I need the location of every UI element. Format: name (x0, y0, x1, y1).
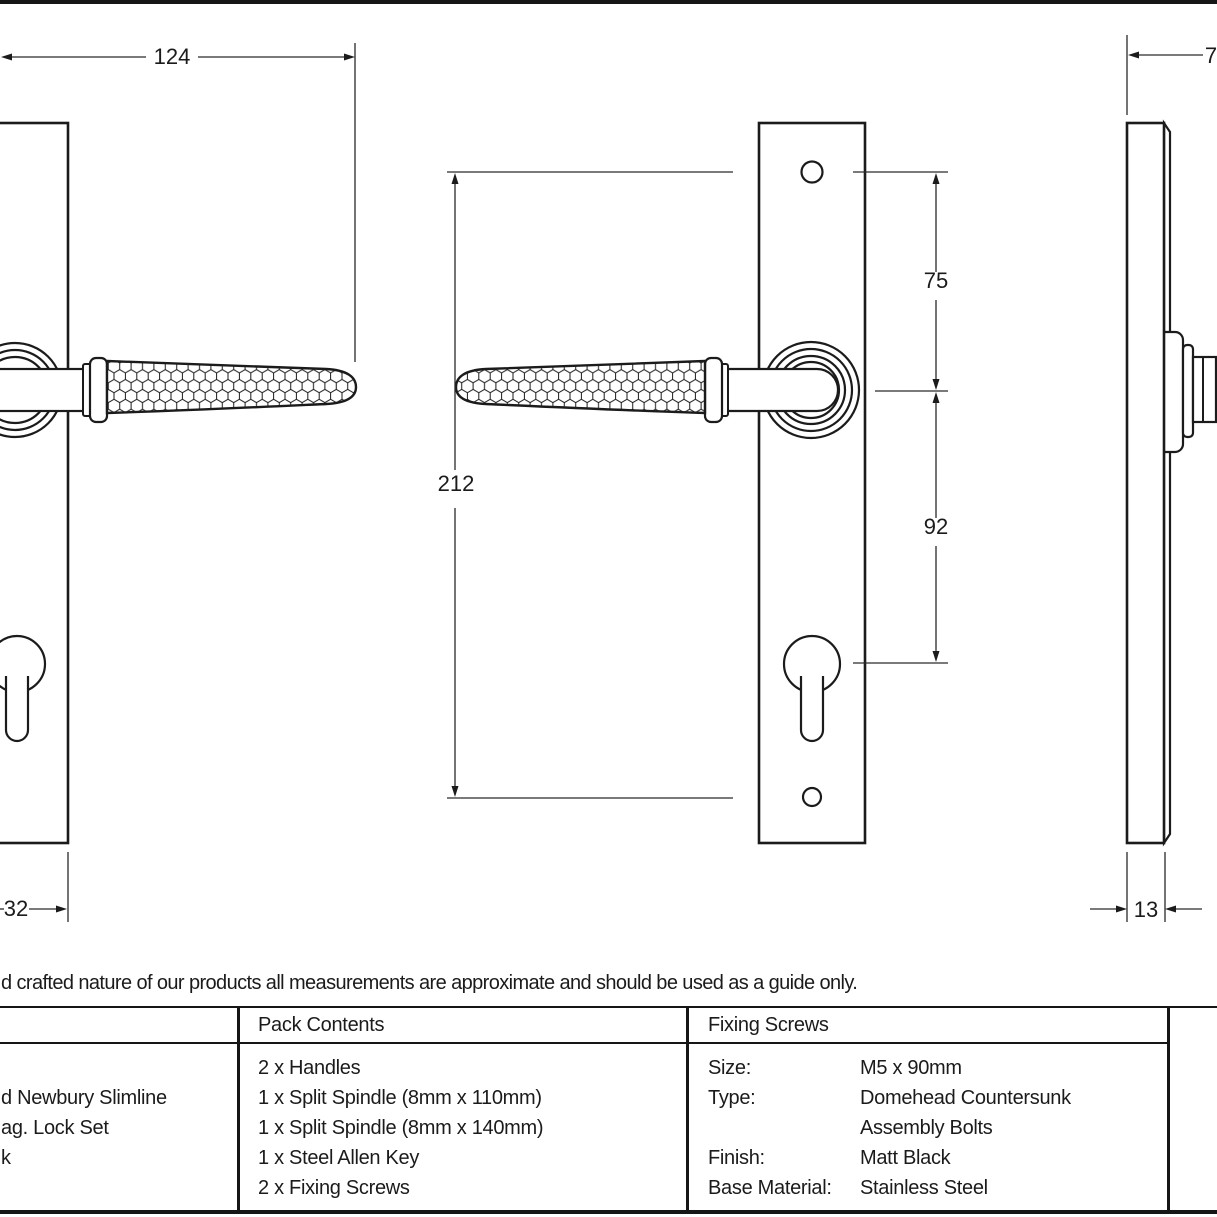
pack-item: 1 x Split Spindle (8mm x 110mm) (258, 1087, 542, 1109)
table-bottom-border (0, 1210, 1217, 1214)
product-name-line: ag. Lock Set (1, 1117, 109, 1139)
bottom-screw-hole (803, 788, 821, 806)
dim-label-7: 7 (1204, 43, 1217, 68)
handle-grip-knurled (107, 361, 356, 413)
top-screw-hole (802, 162, 823, 183)
grip-side (1193, 357, 1216, 422)
dimension-212 (447, 172, 733, 798)
measurement-note: d crafted nature of our products all measurements are approximate and should be used as a guide only. (1, 972, 858, 994)
fixing-value: Assembly Bolts (860, 1117, 993, 1139)
fixing-value: Stainless Steel (860, 1177, 988, 1199)
neck-side (1183, 345, 1193, 437)
dimension-top-right (1127, 35, 1203, 115)
dim-label-75: 75 (923, 268, 949, 293)
pack-item: 1 x Split Spindle (8mm x 140mm) (258, 1117, 544, 1139)
product-name-line: d Newbury Slimline (1, 1087, 167, 1109)
handle-neck (727, 369, 838, 411)
fixing-value: Domehead Countersunk (860, 1087, 1071, 1109)
dim-label-124: 124 (153, 44, 191, 69)
front-view-middle (456, 123, 865, 843)
fixing-label: Size: (708, 1057, 751, 1079)
dim-label-92: 92 (923, 514, 949, 539)
note-top-border (0, 0, 1217, 4)
dim-label-212: 212 (437, 471, 475, 496)
backplate-side-outline (1127, 123, 1164, 843)
product-name-line: k (1, 1147, 11, 1169)
handle-collar (705, 358, 722, 422)
fixing-label: Type: (708, 1087, 756, 1109)
side-view (1127, 123, 1216, 843)
fixing-value: M5 x 90mm (860, 1057, 962, 1079)
table-divider-2 (686, 1006, 689, 1212)
fixing-screws-header: Fixing Screws (708, 1014, 829, 1036)
euro-cylinder-keyway (801, 676, 823, 741)
front-view-left (0, 123, 356, 843)
table-header-separator (0, 1042, 1168, 1044)
handle-neck (0, 369, 85, 411)
table-divider-1 (237, 1006, 240, 1212)
handle-grip-knurled (456, 361, 705, 413)
pack-item: 2 x Handles (258, 1057, 361, 1079)
euro-cylinder-keyway (6, 676, 28, 741)
pack-item: 2 x Fixing Screws (258, 1177, 410, 1199)
handle-collar (90, 358, 107, 422)
pack-item: 1 x Steel Allen Key (258, 1147, 420, 1169)
fixing-label: Finish: (708, 1147, 765, 1169)
dim-label-13: 13 (1133, 897, 1159, 922)
fixing-value: Matt Black (860, 1147, 951, 1169)
dim-label-32: 32 (3, 896, 29, 921)
pack-contents-header: Pack Contents (258, 1014, 385, 1036)
fixing-label: Base Material: (708, 1177, 832, 1199)
table-top-border (0, 1006, 1217, 1008)
table-divider-3 (1167, 1006, 1170, 1212)
